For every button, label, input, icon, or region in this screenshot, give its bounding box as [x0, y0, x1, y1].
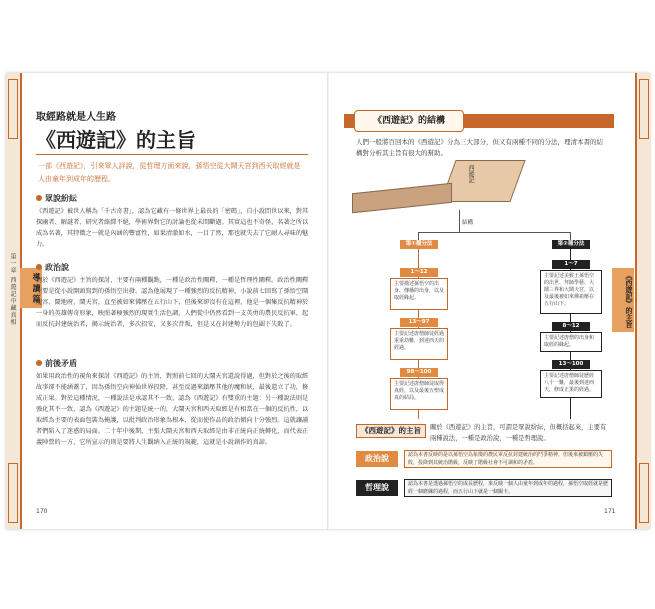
intro-text: 一部《西遊記》，引來眾人評說，從哲理方面來說，孫悟空從大鬧天宮到西天取經就是人由童年到成年的歷程。 [38, 162, 301, 183]
sidebar-ornament [8, 463, 18, 523]
range-label: 8～12 [552, 322, 590, 331]
range-label: 1～12 [400, 268, 438, 277]
part-box: 主要記述唐僧師徒經過重重劫難，到達西天的經過。 [390, 328, 448, 360]
theory-text: 認為本書反映的是以孫悟空為象徵的農民軍反抗封建統治的鬥爭精神，但後來被鎮壓的失敗，投降到其統治階級，反映了階級社會不可調和的矛盾。 [404, 450, 612, 468]
theory-text: 認為本書是透過孫悟空的成長歷程，來反映一個人由童年到成年的過程，孫悟空取經就是歷經一個磨練的過程，而五行山下就是一個關卡。 [404, 479, 612, 497]
structure-header-band [344, 114, 614, 128]
structure-lead: 人們一般將百回本的《西遊記》分為三大部分，但又有兩種不同的分法，理清本書的結構對分析其主旨有很大的幫助。 [356, 138, 603, 157]
page-title: 《西遊記》的主旨 [36, 128, 196, 152]
connector-line [570, 232, 571, 240]
connector-line [418, 232, 570, 233]
theme-label: 《西遊記》的主旨 [356, 424, 426, 438]
part-box: 主要記述唐僧師徒歷經八十一難，最後到達西天，修成正果的經過。 [540, 370, 602, 398]
theory-label: 政治說 [356, 451, 398, 467]
kicker: 取經路就是人生路 [36, 112, 116, 123]
section-heading: 眾說紛紜 [36, 193, 77, 204]
theory-label: 哲理說 [356, 480, 398, 496]
page-number: 170 [36, 508, 48, 515]
sidebar-ornament [8, 79, 18, 139]
range-label: 1～7 [552, 260, 590, 269]
method-label: 第①種分法 [400, 240, 438, 249]
page-fold [327, 73, 329, 529]
theme-text: 關於《西遊記》的主旨，可謂是眾說紛紜，但概括起來，主要有兩種說法，一種是政治說，一種是哲理說。 [430, 424, 607, 442]
range-label: 13～100 [552, 360, 590, 369]
structure-label: 結構 [462, 220, 474, 226]
section-text: 對於《西遊記》主旨的探討，主要有兩種觀點，一種是政治性闡釋，一種是哲理性闡釋。政治性闡釋主要是從小說開頭寫到的孫悟空出發，認為他展現了一種強烈的反抗精神，小說前七回寫了孫悟空鬧龍宮、鬧地府、鬧天宮，直至被如來佛壓在五行山下，但後來卻沒有在這裡，他是一個集反抗精神於一身的英雄傳奇形象，映照著極強烈的現實生活色調，人們從中仍然看到一支英勇的農民反抗軍，起而反抗封建統治者，揭示統治者，多次招安，又多次背叛，但是又在封建勢力的包圍下失敗了。 [36, 277, 309, 328]
connector-line [418, 232, 419, 240]
page-number: 171 [604, 508, 616, 515]
method-label: 第②種分法 [552, 240, 590, 249]
part-box: 主要記述唐僧師徒取得真經，以及最後五聖成真的結局。 [390, 378, 448, 410]
range-label: 13～97 [400, 318, 438, 327]
structure-heading: 《西遊記》的結構 [354, 110, 464, 132]
section-text: 《西遊記》被世人稱為「千古奇書」，認為它藏有一條世界上最長的「密碼」，自小說問世以來，對其探幽者、解謎者、研究者絡繹不絕，學術界對它的討論也從未間斷過。其實這也不奇怪，名著之所以成為名著，其特徵之一就是內涵的豐富性，如果清澈如水，一目了然，那也就失去了它耐人尋味的魅力。 [36, 208, 309, 248]
sidebar-ornament [639, 463, 649, 523]
part-box: 主要記述唐僧的出身和取經的緣起。 [540, 332, 602, 352]
connector-line [459, 210, 460, 232]
part-box: 主要記述美猴王孫悟空的出世、拜師學藝、大鬧三界和大鬧天宮，以及最後被如來佛祖壓在五行山下。 [540, 270, 602, 314]
range-label: 98～100 [400, 368, 438, 377]
title-rule [36, 154, 308, 155]
section-heading: 前後矛盾 [36, 358, 77, 369]
book-label: 西遊記 [467, 165, 474, 183]
right-sidebar [635, 73, 651, 529]
part-box: 主要描述孫悟空的出身、傳播的出身，以及取經緣起。 [390, 278, 448, 310]
left-sidebar-text: 第一章 西遊記中藏真相 [9, 253, 16, 326]
section-text: 如果用政治性的視角來探討《西遊記》的主旨，對照前七回的大鬧天宮還說得過，但對於之後的取經故事卻不能涵蓋了，因為孫悟空向神仙世界投降，甚至反過來鎮壓其他的魔和妖，最後還立了功，修成正果。對於這種情況，一種說法是承認其不一致，認為《西遊記》有雙重的主題：另一種說法則是強化其不一致，認為《西遊記》的主題是統一的，大鬧天宮和西天取經是有相當在一個的反抗性，以取經為主要的表面包裝為掩護，以批判政治形象為根本，從而使作品的政治傾向十分強烈。這就讓讀者們陷入了迷惑的局面。二十年中後期，主張大鬧天宮和西天取經是由非正統向正統轉化，而代表正義陣營的一方，它所宣示的則是要將人生觀納入正統的規範，這就是小說創作的真諦。 [36, 373, 309, 446]
chapter-tab: 導 讀 篇 [20, 268, 42, 308]
right-chapter-tab: 《西遊記》的主旨 [612, 268, 634, 332]
sidebar-ornament [639, 79, 649, 139]
section-heading: 政治說 [36, 262, 69, 273]
